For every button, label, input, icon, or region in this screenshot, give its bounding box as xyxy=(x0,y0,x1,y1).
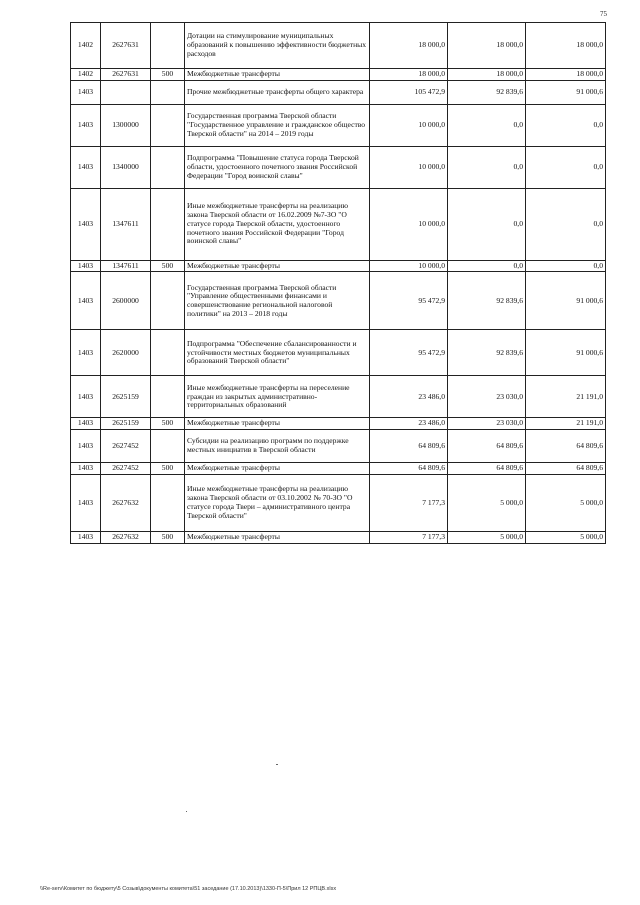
value-2014-cell: 64 809,6 xyxy=(370,463,448,475)
section-cell: 1403 xyxy=(71,531,101,543)
name-cell: Подпрограмма "Обеспечение сбалансированности и устойчивости местных бюджетов муниципальных образований Тверской области" xyxy=(185,330,370,376)
value-2015-cell: 92 839,6 xyxy=(448,80,526,104)
expense-type-cell: 500 xyxy=(151,418,185,430)
section-cell: 1403 xyxy=(71,376,101,418)
value-2016-cell: 0,0 xyxy=(526,146,606,188)
article-cell: 1347611 xyxy=(101,188,151,260)
value-2014-cell: 10 000,0 xyxy=(370,146,448,188)
table-row xyxy=(71,23,606,69)
table-row xyxy=(71,430,606,463)
expense-type-cell: 500 xyxy=(151,69,185,81)
value-2015-cell: 23 030,0 xyxy=(448,418,526,430)
value-2016-cell: 0,0 xyxy=(526,104,606,146)
name-cell: Подпрограмма "Повышение статуса города Тверской области, удостоенного почетного звания Российской Федерации "Город воинской славы" xyxy=(185,146,370,188)
expense-type-cell xyxy=(151,474,185,531)
name-cell: Межбюджетные трансферты xyxy=(185,260,370,272)
section-cell: 1402 xyxy=(71,23,101,69)
value-2016-cell: 91 000,6 xyxy=(526,330,606,376)
section-cell: 1403 xyxy=(71,418,101,430)
table-row xyxy=(71,104,606,146)
value-2016-cell: 21 191,0 xyxy=(526,418,606,430)
value-2014-cell: 95 472,9 xyxy=(370,330,448,376)
section-cell: 1403 xyxy=(71,330,101,376)
table-row xyxy=(71,474,606,531)
expense-type-cell: 500 xyxy=(151,531,185,543)
value-2014-cell: 18 000,0 xyxy=(370,23,448,69)
value-2014-cell: 64 809,6 xyxy=(370,430,448,463)
article-cell: 1340000 xyxy=(101,146,151,188)
footer-file-path: \\Re-serv\Комитет по бюджету\5 Созыв\документы комитета\51 заседание (17.10.2013)\1330-П-5\Прил 12 РПЦВ.xlsx xyxy=(40,886,337,892)
article-cell: 2627452 xyxy=(101,463,151,475)
expense-type-cell: 500 xyxy=(151,463,185,475)
value-2014-cell: 7 177,3 xyxy=(370,531,448,543)
article-cell: 2625159 xyxy=(101,418,151,430)
name-cell: Дотации на стимулирование муниципальных образований к повышению эффективности бюджетных расходов xyxy=(185,23,370,69)
expense-type-cell xyxy=(151,188,185,260)
section-cell: 1403 xyxy=(71,104,101,146)
name-cell: Межбюджетные трансферты xyxy=(185,463,370,475)
article-cell: 2627632 xyxy=(101,531,151,543)
article-cell: 2625159 xyxy=(101,376,151,418)
section-cell: 1402 xyxy=(71,69,101,81)
name-cell: Иные межбюджетные трансферты на реализацию закона Тверской области от 16.02.2009 №7-ЗО "О статусе города Тверской области, удостоенного почетного звания Российской Федерации "Город воинской славы" xyxy=(185,188,370,260)
value-2016-cell: 21 191,0 xyxy=(526,376,606,418)
value-2014-cell: 10 000,0 xyxy=(370,260,448,272)
article-cell: 2627631 xyxy=(101,23,151,69)
name-cell: Государственная программа Тверской области "Государственное управление и гражданское общество Тверской области" на 2014 – 2019 годы xyxy=(185,104,370,146)
value-2016-cell: 64 809,6 xyxy=(526,463,606,475)
article-cell: 2627631 xyxy=(101,69,151,81)
section-cell: 1403 xyxy=(71,272,101,330)
value-2016-cell: 5 000,0 xyxy=(526,531,606,543)
value-2014-cell: 95 472,9 xyxy=(370,272,448,330)
value-2015-cell: 5 000,0 xyxy=(448,531,526,543)
expense-type-cell xyxy=(151,330,185,376)
value-2016-cell: 91 000,6 xyxy=(526,80,606,104)
table-row xyxy=(71,188,606,260)
value-2015-cell: 92 839,6 xyxy=(448,272,526,330)
name-cell: Межбюджетные трансферты xyxy=(185,531,370,543)
value-2016-cell: 91 000,6 xyxy=(526,272,606,330)
value-2015-cell: 5 000,0 xyxy=(448,474,526,531)
scan-speck xyxy=(276,764,278,765)
value-2015-cell: 18 000,0 xyxy=(448,23,526,69)
table-row xyxy=(71,418,606,430)
section-cell: 1403 xyxy=(71,260,101,272)
value-2015-cell: 23 030,0 xyxy=(448,376,526,418)
table-row xyxy=(71,260,606,272)
section-cell: 1403 xyxy=(71,80,101,104)
value-2015-cell: 92 839,6 xyxy=(448,330,526,376)
table-row xyxy=(71,146,606,188)
article-cell: 2620000 xyxy=(101,330,151,376)
name-cell: Прочие межбюджетные трансферты общего характера xyxy=(185,80,370,104)
article-cell: 1300000 xyxy=(101,104,151,146)
expense-type-cell xyxy=(151,146,185,188)
name-cell: Субсидии на реализацию программ по поддержке местных инициатив в Тверской области xyxy=(185,430,370,463)
value-2015-cell: 0,0 xyxy=(448,188,526,260)
value-2015-cell: 64 809,6 xyxy=(448,463,526,475)
expense-type-cell: 500 xyxy=(151,260,185,272)
name-cell: Иные межбюджетные трансферты на реализацию закона Тверской области от 03.10.2002 № 70-ЗО "О статусе города Твери – административного центра Тверской области" xyxy=(185,474,370,531)
value-2014-cell: 10 000,0 xyxy=(370,104,448,146)
name-cell: Межбюджетные трансферты xyxy=(185,418,370,430)
value-2016-cell: 0,0 xyxy=(526,260,606,272)
table-row xyxy=(71,330,606,376)
expense-type-cell xyxy=(151,80,185,104)
section-cell: 1403 xyxy=(71,188,101,260)
article-cell: 2600000 xyxy=(101,272,151,330)
budget-table xyxy=(70,22,606,544)
expense-type-cell xyxy=(151,376,185,418)
expense-type-cell xyxy=(151,23,185,69)
table-row xyxy=(71,272,606,330)
table-row xyxy=(71,69,606,81)
value-2016-cell: 18 000,0 xyxy=(526,23,606,69)
section-cell: 1403 xyxy=(71,463,101,475)
expense-type-cell xyxy=(151,430,185,463)
section-cell: 1403 xyxy=(71,430,101,463)
value-2016-cell: 5 000,0 xyxy=(526,474,606,531)
article-cell xyxy=(101,80,151,104)
value-2014-cell: 105 472,9 xyxy=(370,80,448,104)
article-cell: 2627452 xyxy=(101,430,151,463)
value-2016-cell: 0,0 xyxy=(526,188,606,260)
table-row xyxy=(71,463,606,475)
value-2015-cell: 64 809,6 xyxy=(448,430,526,463)
article-cell: 1347611 xyxy=(101,260,151,272)
table-body xyxy=(71,23,606,544)
name-cell: Государственная программа Тверской области "Управление общественными финансами и совершенствование региональной налоговой политики" на 2013 – 2018 годы xyxy=(185,272,370,330)
value-2015-cell: 0,0 xyxy=(448,146,526,188)
value-2016-cell: 64 809,6 xyxy=(526,430,606,463)
name-cell: Иные межбюджетные трансферты на переселение граждан из закрытых административно-территориальных образований xyxy=(185,376,370,418)
value-2016-cell: 18 000,0 xyxy=(526,69,606,81)
table-row xyxy=(71,376,606,418)
section-cell: 1403 xyxy=(71,146,101,188)
scan-speck xyxy=(186,811,187,812)
page-number: 75 xyxy=(600,10,607,18)
value-2014-cell: 23 486,0 xyxy=(370,418,448,430)
table-row xyxy=(71,531,606,543)
value-2015-cell: 18 000,0 xyxy=(448,69,526,81)
name-cell: Межбюджетные трансферты xyxy=(185,69,370,81)
value-2014-cell: 7 177,3 xyxy=(370,474,448,531)
value-2014-cell: 18 000,0 xyxy=(370,69,448,81)
value-2014-cell: 23 486,0 xyxy=(370,376,448,418)
expense-type-cell xyxy=(151,272,185,330)
value-2014-cell: 10 000,0 xyxy=(370,188,448,260)
value-2015-cell: 0,0 xyxy=(448,104,526,146)
value-2015-cell: 0,0 xyxy=(448,260,526,272)
table-row xyxy=(71,80,606,104)
article-cell: 2627632 xyxy=(101,474,151,531)
section-cell: 1403 xyxy=(71,474,101,531)
expense-type-cell xyxy=(151,104,185,146)
